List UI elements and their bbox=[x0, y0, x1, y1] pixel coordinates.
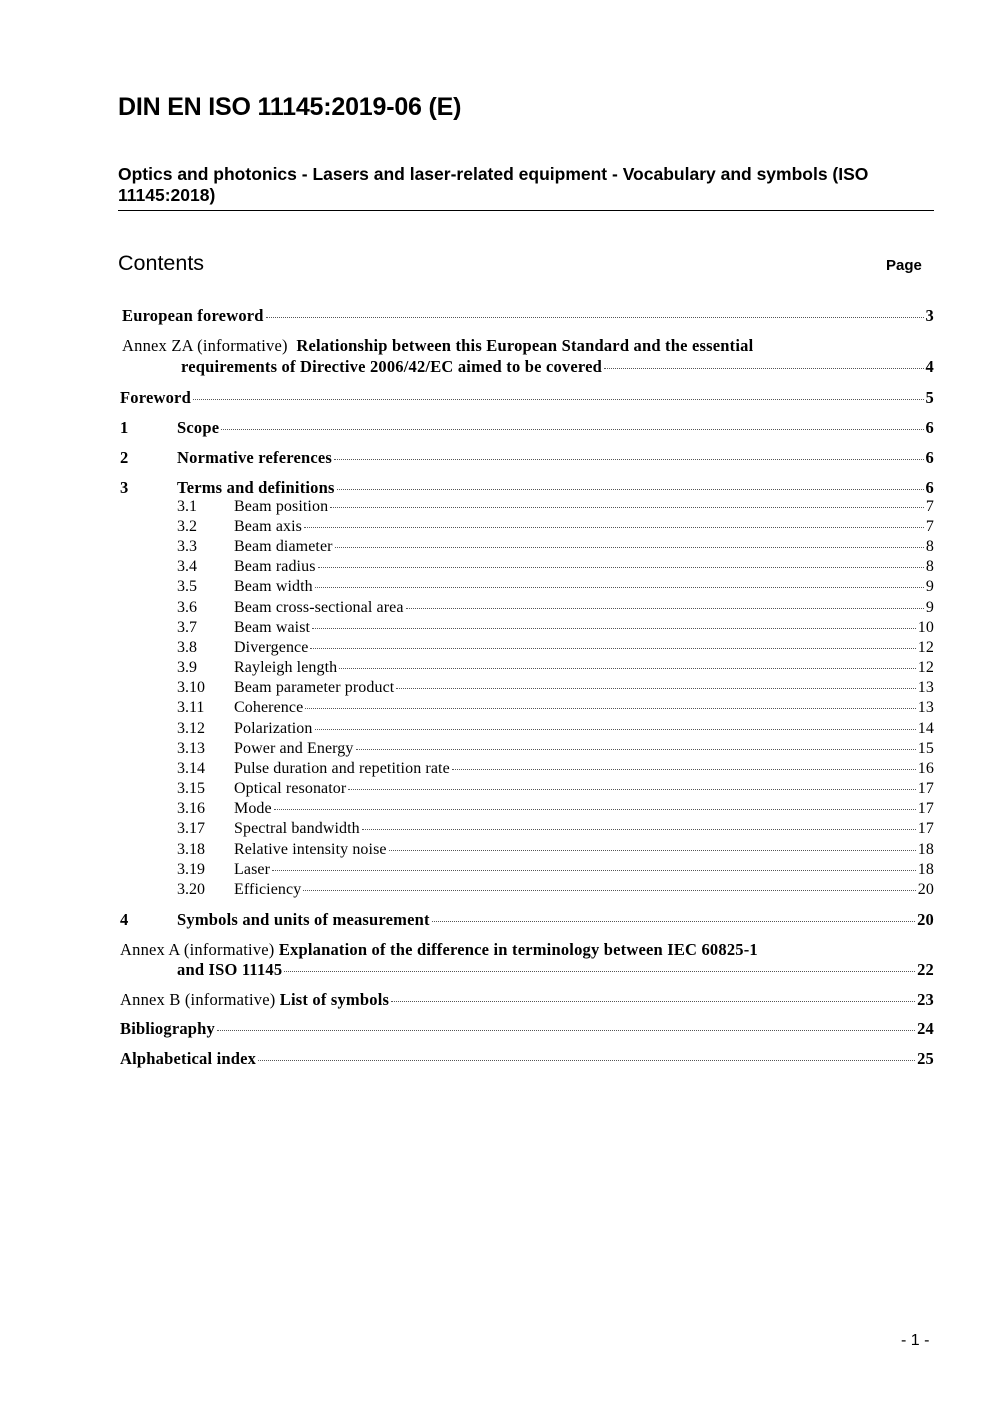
dot-leader bbox=[266, 317, 924, 318]
toc-entry-title: Divergence bbox=[234, 639, 309, 656]
dot-leader bbox=[335, 547, 924, 548]
toc-subentry[interactable] bbox=[234, 619, 934, 637]
toc-entry-title: Scope bbox=[177, 418, 220, 437]
toc-entry-annex-a-line1[interactable] bbox=[120, 940, 758, 960]
toc-entry-normative-references[interactable] bbox=[177, 448, 934, 468]
toc-subentry[interactable] bbox=[234, 639, 934, 657]
toc-subentry-number: 3.6 bbox=[177, 599, 197, 616]
toc-subentry[interactable] bbox=[234, 518, 934, 536]
toc-entry-page: 6 bbox=[925, 448, 934, 467]
toc-subentry-number: 3.3 bbox=[177, 538, 197, 555]
toc-entry-number: 1 bbox=[120, 418, 129, 437]
toc-subentry-number: 3.7 bbox=[177, 619, 197, 636]
toc-subentry-number: 3.11 bbox=[177, 699, 205, 716]
toc-entry-number: 3 bbox=[120, 478, 129, 497]
annex-a-title-line1: Explanation of the difference in terminology between IEC 60825-1 bbox=[278, 940, 758, 959]
annex-b-prefix: Annex B (informative) bbox=[120, 990, 276, 1009]
dot-leader bbox=[452, 769, 916, 770]
toc-entry-page: 25 bbox=[917, 1049, 934, 1068]
toc-subentry-number: 3.15 bbox=[177, 780, 205, 797]
toc-entry-title: Relative intensity noise bbox=[234, 841, 387, 858]
toc-entry-page: 3 bbox=[925, 306, 934, 325]
dot-leader bbox=[337, 489, 924, 490]
dot-leader bbox=[318, 567, 924, 568]
dot-leader bbox=[303, 890, 915, 891]
toc-entry-page: 18 bbox=[917, 861, 934, 878]
dot-leader bbox=[305, 708, 915, 709]
toc-entry-european-foreword[interactable] bbox=[122, 306, 934, 326]
toc-subentry[interactable] bbox=[234, 780, 934, 798]
toc-subentry[interactable] bbox=[234, 679, 934, 697]
dot-leader bbox=[258, 1060, 915, 1061]
toc-subentry[interactable] bbox=[234, 699, 934, 717]
toc-entry-page: 6 bbox=[925, 478, 934, 497]
toc-entry-page: 13 bbox=[917, 679, 934, 696]
toc-entry-page: 7 bbox=[925, 498, 934, 515]
dot-leader bbox=[310, 648, 915, 649]
toc-entry-title: Symbols and units of measurement bbox=[177, 910, 430, 929]
toc-entry-title: Beam parameter product bbox=[234, 679, 395, 696]
toc-entry-title: Bibliography bbox=[120, 1019, 216, 1038]
toc-subentry[interactable] bbox=[234, 881, 934, 899]
toc-subentry-number: 3.10 bbox=[177, 679, 205, 696]
toc-entry-title: Efficiency bbox=[234, 881, 302, 898]
toc-subentry[interactable] bbox=[234, 740, 934, 758]
toc-subentry[interactable] bbox=[234, 599, 934, 617]
toc-subentry-number: 3.12 bbox=[177, 720, 205, 737]
toc-subentry[interactable] bbox=[234, 558, 934, 576]
dot-leader bbox=[284, 971, 915, 972]
toc-subentry[interactable] bbox=[234, 538, 934, 556]
toc-entry-foreword[interactable] bbox=[120, 388, 934, 408]
toc-subentry[interactable] bbox=[234, 760, 934, 778]
annex-za-prefix: Annex ZA (informative) bbox=[122, 336, 288, 355]
toc-entry-title: Mode bbox=[234, 800, 272, 817]
toc-entry-page: 17 bbox=[917, 800, 934, 817]
toc-entry-page: 8 bbox=[925, 558, 934, 575]
toc-entry-title: Beam diameter bbox=[234, 538, 333, 555]
toc-entry-title: Optical resonator bbox=[234, 780, 347, 797]
dot-leader bbox=[432, 921, 915, 922]
dot-leader bbox=[348, 789, 915, 790]
toc-subentry[interactable] bbox=[234, 861, 934, 879]
toc-entry-page: 20 bbox=[917, 910, 934, 929]
dot-leader bbox=[406, 608, 924, 609]
toc-entry-title: Polarization bbox=[234, 720, 313, 737]
dot-leader bbox=[391, 1001, 915, 1002]
toc-entry-page: 23 bbox=[917, 990, 934, 1009]
toc-entry-title: Beam waist bbox=[234, 619, 311, 636]
dot-leader bbox=[221, 429, 923, 430]
toc-entry-page: 10 bbox=[917, 619, 934, 636]
toc-entry-title: Coherence bbox=[234, 699, 304, 716]
annex-a-prefix: Annex A (informative) bbox=[120, 940, 275, 959]
toc-subentry-number: 3.13 bbox=[177, 740, 205, 757]
toc-entry-page: 17 bbox=[917, 780, 934, 797]
toc-entry-symbols-and-units[interactable] bbox=[177, 910, 934, 930]
annex-a-title-line2: and ISO 11145 bbox=[177, 960, 283, 979]
toc-entry-title: Beam position bbox=[234, 498, 329, 515]
toc-entry-annex-b[interactable] bbox=[120, 990, 934, 1010]
contents-heading: Contents bbox=[118, 251, 205, 275]
toc-subentry[interactable] bbox=[234, 841, 934, 859]
dot-leader bbox=[272, 870, 916, 871]
toc-subentry-number: 3.16 bbox=[177, 800, 205, 817]
toc-entry-page: 20 bbox=[917, 881, 934, 898]
toc-entry-page: 14 bbox=[917, 720, 934, 737]
toc-entry-number: 2 bbox=[120, 448, 129, 467]
toc-entry-scope[interactable] bbox=[177, 418, 934, 438]
toc-subentry-number: 3.18 bbox=[177, 841, 205, 858]
dot-leader bbox=[304, 527, 924, 528]
dot-leader bbox=[356, 749, 916, 750]
toc-entry-page: 5 bbox=[925, 388, 934, 407]
toc-entry-page: 15 bbox=[917, 740, 934, 757]
toc-entry-page: 8 bbox=[925, 538, 934, 555]
toc-entry-annex-za[interactable] bbox=[181, 357, 934, 377]
toc-entry-alphabetical-index[interactable] bbox=[120, 1049, 934, 1069]
toc-entry-page: 6 bbox=[925, 418, 934, 437]
toc-entry-page: 9 bbox=[925, 599, 934, 616]
toc-entry-page: 16 bbox=[917, 760, 934, 777]
dot-leader bbox=[315, 587, 924, 588]
toc-subentry-number: 3.5 bbox=[177, 578, 197, 595]
toc-entry-title: Pulse duration and repetition rate bbox=[234, 760, 450, 777]
title-rule bbox=[118, 210, 934, 211]
dot-leader bbox=[396, 688, 915, 689]
toc-entry-page: 18 bbox=[917, 841, 934, 858]
page-column-label: Page bbox=[886, 257, 922, 274]
toc-entry-title: Spectral bandwidth bbox=[234, 820, 360, 837]
toc-entry-page: 7 bbox=[925, 518, 934, 535]
annex-za-title-line1: Relationship between this European Standard and the essential bbox=[296, 336, 754, 355]
dot-leader bbox=[604, 368, 924, 369]
annex-b-title: List of symbols bbox=[279, 990, 390, 1009]
dot-leader bbox=[312, 628, 916, 629]
toc-entry-title: Beam radius bbox=[234, 558, 316, 575]
toc-subentry-number: 3.8 bbox=[177, 639, 197, 656]
dot-leader bbox=[315, 729, 916, 730]
toc-entry-page: 17 bbox=[917, 820, 934, 837]
toc-entry-page: 4 bbox=[925, 357, 934, 376]
toc-subentry-number: 3.20 bbox=[177, 881, 205, 898]
toc-entry-title: Beam axis bbox=[234, 518, 302, 535]
toc-subentry-number: 3.1 bbox=[177, 498, 197, 515]
toc-entry-terms-and-definitions[interactable] bbox=[177, 478, 934, 498]
toc-entry-page: 22 bbox=[917, 960, 934, 979]
dot-leader bbox=[274, 809, 916, 810]
toc-subentry[interactable] bbox=[234, 820, 934, 838]
toc-entry-title: Normative references bbox=[177, 448, 333, 467]
toc-entry-bibliography[interactable] bbox=[120, 1019, 934, 1039]
toc-entry-title: Beam width bbox=[234, 578, 313, 595]
toc-entry-title: Alphabetical index bbox=[120, 1049, 257, 1068]
toc-subentry[interactable] bbox=[234, 498, 934, 516]
toc-entry-title: Terms and definitions bbox=[177, 478, 335, 497]
toc-subentry-number: 3.17 bbox=[177, 820, 205, 837]
toc-entry-title: Power and Energy bbox=[234, 740, 354, 757]
dot-leader bbox=[193, 399, 924, 400]
toc-entry-title bbox=[120, 990, 389, 1010]
document-subtitle: Optics and photonics - Lasers and laser-related equipment - Vocabulary and symbols (ISO 11145:2018) bbox=[118, 164, 869, 205]
toc-entry-annex-a[interactable] bbox=[177, 960, 934, 980]
document-title: DIN EN ISO 11145:2019-06 (E) bbox=[118, 93, 462, 121]
toc-entry-page: 9 bbox=[925, 578, 934, 595]
toc-subentry[interactable] bbox=[234, 720, 934, 738]
toc-entry-title: Foreword bbox=[120, 388, 191, 407]
dot-leader bbox=[330, 507, 924, 508]
page-number: - 1 - bbox=[901, 1332, 930, 1349]
toc-subentry[interactable] bbox=[234, 578, 934, 596]
toc-entry-page: 12 bbox=[917, 639, 934, 656]
toc-entry-title: Rayleigh length bbox=[234, 659, 338, 676]
toc-entry-annex-za-line1[interactable] bbox=[122, 336, 753, 356]
toc-entry-page: 13 bbox=[917, 699, 934, 716]
toc-entry-title: Beam cross-sectional area bbox=[234, 599, 404, 616]
toc-subentry-number: 3.2 bbox=[177, 518, 197, 535]
dot-leader bbox=[217, 1030, 915, 1031]
toc-subentry-number: 3.14 bbox=[177, 760, 205, 777]
toc-subentry[interactable] bbox=[234, 659, 934, 677]
toc-entry-title: European foreword bbox=[122, 306, 264, 325]
toc-entry-page: 12 bbox=[917, 659, 934, 676]
toc-entry-title: Laser bbox=[234, 861, 271, 878]
toc-subentry-number: 3.19 bbox=[177, 861, 205, 878]
dot-leader bbox=[362, 829, 916, 830]
dot-leader bbox=[339, 668, 916, 669]
toc-subentry-number: 3.4 bbox=[177, 558, 197, 575]
annex-za-title-line2: requirements of Directive 2006/42/EC aimed to be covered bbox=[181, 357, 603, 376]
dot-leader bbox=[334, 459, 924, 460]
dot-leader bbox=[389, 850, 916, 851]
toc-entry-number: 4 bbox=[120, 910, 129, 929]
toc-subentry-number: 3.9 bbox=[177, 659, 197, 676]
toc-subentry[interactable] bbox=[234, 800, 934, 818]
toc-entry-page: 24 bbox=[917, 1019, 934, 1038]
